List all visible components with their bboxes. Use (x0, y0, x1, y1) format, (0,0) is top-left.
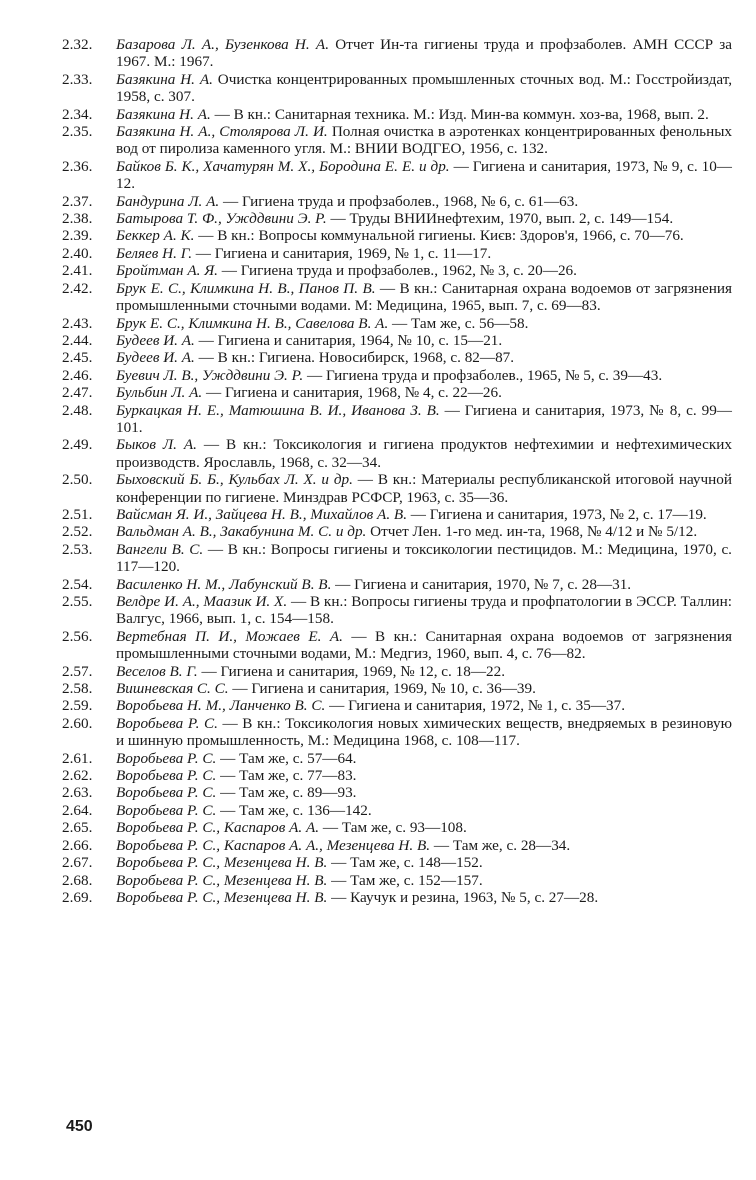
reference-body (116, 315, 732, 332)
reference-text: Отчет Лен. 1-го мед. ин-та, 1968, № 4/12 и № 5/12. (366, 523, 698, 541)
reference-text: — Гигиена и санитария, 1973, № 2, с. 17—19. (407, 505, 707, 523)
reference-body (116, 471, 732, 506)
reference-body (116, 106, 732, 123)
reference-number: 2.53. (62, 540, 93, 558)
reference-authors: Воробьева Р. С. (116, 767, 217, 785)
reference-body (116, 402, 732, 437)
reference-text: — Гигиена и санитария, 1968, № 4, с. 22—26. (202, 384, 502, 402)
reference-authors: Вальдман А. В., Закабунина М. С. и др. (116, 523, 367, 541)
reference-number: 2.34. (62, 105, 93, 123)
reference-text: — Гигиена и санитария, 1970, № 7, с. 28—31. (331, 575, 632, 593)
reference-authors: Воробьева Н. М., Ланченко В. С. (116, 697, 326, 715)
reference-number: 2.65. (62, 819, 93, 837)
reference-authors: Брук Е. С., Климкина Н. В., Панов П. В. (116, 279, 376, 297)
reference-number: 2.33. (62, 70, 93, 88)
reference-number: 2.32. (62, 36, 93, 53)
reference-body (116, 680, 732, 697)
reference-text: — Там же, с. 148—152. (327, 854, 483, 872)
reference-number: 2.46. (62, 366, 93, 384)
reference-number: 2.68. (62, 871, 93, 889)
reference-authors: Воробьева Р. С., Каспаров А. А., Мезенцева Н. В. (116, 836, 431, 854)
reference-text: — Там же, с. 77—83. (216, 767, 357, 785)
reference-text: — Гигиена и санитария, 1973, № 9, с. 10—12. (116, 157, 732, 193)
reference-entry (62, 367, 732, 384)
reference-authors: Беляев Н. Г. (116, 244, 192, 262)
reference-entry (62, 854, 732, 871)
reference-entry (62, 541, 732, 576)
reference-number: 2.62. (62, 767, 93, 785)
reference-text: — Гигиена и санитария, 1969, № 1, с. 11—17. (192, 244, 492, 262)
reference-entry (62, 315, 732, 332)
reference-body (116, 854, 732, 871)
reference-authors: Батырова Т. Ф., Ужддвини Э. Р. (116, 210, 327, 228)
reference-text: — В кн.: Токсикология новых химических веществ, внедряемых в резиновую и шинную промышленность, М.: Медицина 1968, с. 108—117. (116, 714, 732, 750)
reference-list (62, 36, 732, 906)
reference-number: 2.55. (62, 593, 93, 610)
reference-body (116, 332, 732, 349)
reference-body (116, 715, 732, 750)
reference-body (116, 123, 732, 158)
reference-entry (62, 506, 732, 523)
reference-entry (62, 576, 732, 593)
reference-entry (62, 628, 732, 663)
reference-text: — Гигиена и санитария, 1969, № 10, с. 36—39. (228, 680, 536, 698)
reference-number: 2.51. (62, 505, 93, 523)
reference-entry (62, 349, 732, 366)
page-number: 450 (66, 1118, 93, 1135)
reference-body (116, 697, 732, 714)
reference-text: Полная очистка в аэротенках концентрированных фенольных вод от пиролиза каменного угля. М.: ВНИИ ВОДГЕО, 1956, с. 132. (116, 123, 733, 158)
reference-body (116, 663, 732, 680)
reference-number: 2.49. (62, 436, 93, 454)
reference-authors: Вангели В. С. (116, 540, 204, 558)
reference-body (116, 784, 732, 801)
reference-authors: Воробьева Р. С. (116, 801, 217, 819)
reference-text: — В кн.: Гигиена. Новосибирск, 1968, с. 82—87. (194, 349, 515, 367)
reference-entry (62, 227, 732, 244)
reference-entry (62, 71, 732, 106)
reference-entry (62, 384, 732, 401)
reference-authors: Воробьева Р. С. (116, 714, 218, 732)
reference-entry (62, 123, 732, 158)
reference-text: — В кн.: Санитарная охрана водоемов от загрязнения промышленными сточными водами, М.: Медгиз, 1960, вып. 4, с. 76—82. (116, 627, 732, 663)
reference-body (116, 193, 732, 210)
reference-body (116, 576, 732, 593)
reference-entry (62, 593, 732, 628)
reference-body (116, 889, 732, 906)
reference-entry (62, 680, 732, 697)
reference-entry (62, 36, 732, 71)
reference-body (116, 36, 732, 71)
reference-text: — Гигиена труда и профзаболев., 1965, № 5, с. 39—43. (303, 366, 663, 384)
reference-body (116, 523, 732, 540)
reference-text: — Гигиена и санитария, 1973, № 8, с. 99—101. (116, 401, 732, 436)
reference-entry (62, 872, 732, 889)
reference-body (116, 506, 732, 523)
reference-number: 2.56. (62, 627, 93, 645)
reference-number: 2.43. (62, 314, 93, 332)
reference-text: — В кн.: Токсикология и гигиена продуктов нефтехимии и нефтехимических производств. Ярославль, 1968, с. 32—34. (116, 436, 732, 471)
reference-body (116, 593, 732, 628)
reference-number: 2.42. (62, 279, 93, 297)
reference-body (116, 262, 732, 279)
reference-authors: Беккер А. К. (116, 227, 195, 245)
reference-body (116, 280, 732, 315)
reference-text: — Там же, с. 136—142. (216, 801, 372, 819)
reference-body (116, 71, 732, 106)
reference-text: — В кн.: Вопросы коммунальной гигиены. Києв: Здоров'я, 1966, с. 70—76. (194, 227, 684, 245)
reference-authors: Быков Л. А. (116, 436, 197, 454)
reference-text: — В кн.: Материалы республиканской итоговой научной конференции по гигиене. Минздрав РСФСР, 1963, с. 35—36. (116, 471, 733, 506)
reference-body (116, 837, 732, 854)
reference-text: Очистка концентрированных промышленных сточных вод. М.: Госстройиздат, 1958, с. 307. (116, 70, 732, 106)
reference-text: — Там же, с. 89—93. (216, 784, 357, 802)
reference-number: 2.35. (62, 123, 93, 141)
reference-authors: Воробьева Р. С. (116, 784, 217, 802)
reference-authors: Буевич Л. В., Ужддвини Э. Р. (116, 366, 304, 384)
reference-text: — Там же, с. 28—34. (430, 836, 571, 854)
reference-entry (62, 784, 732, 801)
reference-entry (62, 523, 732, 540)
reference-body (116, 367, 732, 384)
reference-text: — Труды ВНИИнефтехим, 1970, вып. 2, с. 149—154. (326, 210, 674, 228)
reference-entry (62, 332, 732, 349)
reference-body (116, 158, 732, 193)
reference-number: 2.61. (62, 749, 93, 767)
reference-authors: Василенко Н. М., Лабунский В. В. (116, 575, 332, 593)
reference-text: — Там же, с. 93—108. (319, 819, 467, 837)
reference-number: 2.39. (62, 227, 93, 245)
reference-authors: Воробьева Р. С., Мезенцева Н. В. (116, 871, 328, 889)
reference-authors: Веселов В. Г. (116, 662, 198, 680)
reference-entry (62, 106, 732, 123)
reference-authors: Воробьева Р. С. (116, 749, 217, 767)
reference-entry (62, 402, 732, 437)
reference-text: — Гигиена труда и профзаболев., 1962, № 3, с. 20—26. (217, 262, 577, 280)
reference-number: 2.50. (62, 471, 93, 489)
reference-text: — В кн.: Санитарная охрана водоемов от загрязнения промышленными сточными водами. М: Медицина, 1965, вып. 7, с. 69—83. (116, 279, 733, 315)
reference-body (116, 628, 732, 663)
reference-authors: Воробьева Р. С., Каспаров А. А. (116, 819, 320, 837)
reference-entry (62, 750, 732, 767)
reference-entry (62, 158, 732, 193)
reference-authors: Быховский Б. Б., Кульбах Л. Х. и др. (116, 471, 353, 489)
reference-body (116, 802, 732, 819)
reference-entry (62, 663, 732, 680)
reference-authors: Базякина Н. А., Столярова Л. И. (116, 123, 328, 141)
reference-number: 2.41. (62, 262, 93, 280)
reference-body (116, 541, 732, 576)
reference-body (116, 819, 732, 836)
reference-authors: Бандурина Л. А. (116, 192, 220, 210)
reference-text: — В кн.: Вопросы гигиены и токсикологии пестицидов. М.: Медицина, 1970, с. 117—120. (116, 540, 732, 576)
reference-body (116, 872, 732, 889)
reference-number: 2.58. (62, 680, 93, 698)
reference-authors: Байков Б. К., Хачатурян М. Х., Бородина Е. Е. и др. (116, 157, 450, 175)
reference-entry (62, 262, 732, 279)
reference-text: — Там же, с. 152—157. (327, 871, 483, 889)
reference-body (116, 767, 732, 784)
reference-number: 2.66. (62, 836, 93, 854)
reference-authors: Вайсман Я. И., Зайцева Н. В., Михайлов А. В. (116, 505, 407, 523)
reference-text: — Там же, с. 56—58. (388, 314, 529, 332)
reference-number: 2.59. (62, 697, 93, 715)
reference-text: — Гигиена и санитария, 1969, № 12, с. 18—22. (197, 662, 506, 680)
reference-number: 2.40. (62, 244, 93, 262)
reference-entry (62, 889, 732, 906)
reference-entry (62, 210, 732, 227)
reference-body (116, 245, 732, 262)
reference-authors: Базарова Л. А., Бузенкова Н. А. (116, 36, 330, 53)
reference-authors: Бульбин Л. А. (116, 384, 203, 402)
reference-authors: Будеев И. А. (116, 331, 195, 349)
reference-number: 2.36. (62, 157, 93, 175)
reference-text: — В кн.: Санитарная техника. М.: Изд. Мин-ва коммун. хоз-ва, 1968, вып. 2. (210, 105, 709, 123)
reference-entry (62, 697, 732, 714)
reference-text: — Каучук и резина, 1963, № 5, с. 27—28. (327, 888, 599, 906)
reference-body (116, 436, 732, 471)
reference-entry (62, 819, 732, 836)
reference-body (116, 210, 732, 227)
reference-authors: Базякина Н. А. (116, 105, 211, 123)
reference-authors: Брук Е. С., Климкина Н. В., Савелова В. А. (116, 314, 389, 332)
reference-authors: Велдре И. А., Маазик И. Х. (116, 593, 288, 610)
reference-authors: Воробьева Р. С., Мезенцева Н. В. (116, 888, 328, 906)
reference-entry (62, 837, 732, 854)
reference-entry (62, 436, 732, 471)
reference-body (116, 384, 732, 401)
reference-entry (62, 767, 732, 784)
reference-number: 2.52. (62, 523, 93, 541)
reference-authors: Вертебная П. И., Можаев Е. А. (116, 627, 343, 645)
reference-number: 2.44. (62, 331, 93, 349)
reference-body (116, 349, 732, 366)
reference-authors: Будеев И. А. (116, 349, 195, 367)
reference-number: 2.54. (62, 575, 93, 593)
reference-number: 2.45. (62, 349, 93, 367)
reference-body (116, 227, 732, 244)
reference-entry (62, 715, 732, 750)
reference-entry (62, 802, 732, 819)
reference-text: — Гигиена труда и профзаболев., 1968, № 6, с. 61—63. (219, 192, 579, 210)
reference-authors: Базякина Н. А. (116, 70, 213, 88)
reference-number: 2.48. (62, 401, 93, 419)
reference-number: 2.69. (62, 888, 93, 906)
reference-authors: Бройтман А. Я. (116, 262, 218, 280)
reference-number: 2.63. (62, 784, 93, 802)
reference-entry (62, 193, 732, 210)
reference-number: 2.37. (62, 192, 93, 210)
reference-entry (62, 245, 732, 262)
reference-number: 2.38. (62, 210, 93, 228)
reference-authors: Вишневская С. С. (116, 680, 229, 698)
reference-entry (62, 471, 732, 506)
reference-number: 2.57. (62, 662, 93, 680)
reference-text: — Гигиена и санитария, 1964, № 10, с. 15—21. (194, 331, 503, 349)
reference-authors: Буркацкая Н. Е., Матюшина В. И., Иванова З. В. (116, 401, 440, 419)
reference-text: — Там же, с. 57—64. (216, 749, 357, 767)
reference-text: — Гигиена и санитария, 1972, № 1, с. 35—37. (325, 697, 626, 715)
reference-text: Отчет Ин-та гигиены труда и профзаболев. АМН СССР за 1967. М.: 1967. (116, 36, 732, 71)
reference-entry (62, 280, 732, 315)
reference-body (116, 750, 732, 767)
reference-number: 2.47. (62, 384, 93, 402)
reference-number: 2.60. (62, 714, 93, 732)
reference-authors: Воробьева Р. С., Мезенцева Н. В. (116, 854, 328, 872)
reference-text: — В кн.: Вопросы гигиены труда и профпатологии в ЭССР. Таллин: Валгус, 1966, вып. 1, с. 154—158. (116, 593, 732, 628)
reference-number: 2.64. (62, 801, 93, 819)
reference-number: 2.67. (62, 854, 93, 872)
